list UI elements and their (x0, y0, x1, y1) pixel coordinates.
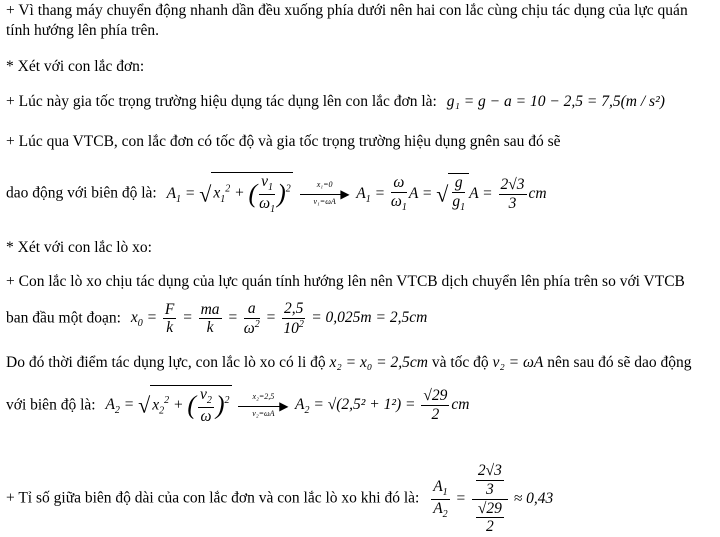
line-spring-state: Do đó thời điểm tác dụng lực, con lắc lò xo có li độ x₂ = x₀ = 2,5cm và tốc độ v₂ = ωA nên sau đó sẽ dao động (6, 354, 692, 371)
equation-amplitude-spring: $A_2$ = √ $x_2^2$ + ( $\frac{v_2}{\omega}$ )$^2$ x₂=2,5 ▶ v₂=ωA $A_2 = √(2,5^2 + 1^2)$ = $\frac{√29}{2}$ cm (105, 386, 470, 425)
paragraph-spring-inertia: + Con lắc lò xo chịu tác dụng của lực quán tính hướng lên nên VTCB dịch chuyển lên phía trên so với VTCB (6, 273, 685, 290)
equation-displacement: $x_0$ = $\frac{F}{k}$ = $\frac{ma}{k}$ = $\frac{a}{\omega^2}$ = $\frac{2,5}{10^2}$ = 0,025m = 2,5cm (130, 300, 428, 337)
implies-arrow-2: x₂=2,5 ▶ v₂=ωA (238, 398, 288, 414)
equation-v2: v₂ = ωA (492, 354, 544, 371)
line-amplitude-spring: với biên độ là: $A_2$ = √ $x_2^2$ + ( $\frac{v_2}{\omega}$ )$^2$ x₂=2,5 ▶ v₂=ωA $A_2 = √(2,5^2 + 1^2)$ = $\frac{√29}{2}$ cm (6, 386, 470, 425)
line-effective-gravity: + Lúc này gia tốc trọng trường hiệu dụng tác dụng lên con lắc đơn là: g₁ = g − a = 10 − 2,5 = 7,5(m / s²) (6, 93, 665, 110)
equation-x2: x₂ = x₀ = 2,5cm (329, 354, 428, 371)
equation-amplitude-pendulum: $A_1$ = √ $x_1^2$ + ( $\frac{v_1}{\omega_1}$ )$^2$ x₁=0 ▶ v₁=ωA $A_1$ = $\frac{\omega}{\omega_1}$ A = √ $\frac{g}{g_1}$ A = $\frac{2√3}{3}$ cm (166, 173, 547, 215)
line-displacement: ban đầu một đoạn: $x_0$ = $\frac{F}{k}$ = $\frac{ma}{k}$ = $\frac{a}{\omega^2}$ = $\frac{2,5}{10^2}$ = 0,025m = 2,5cm (6, 300, 428, 337)
heading-spring-pendulum: * Xét với con lắc lò xo: (6, 239, 152, 256)
line-amplitude-pendulum: dao động với biên độ là: $A_1$ = √ $x_1^2$ + ( $\frac{v_1}{\omega_1}$ )$^2$ x₁=0 ▶ v₁=ωA $A_1$ = $\frac{\omega}{\omega_1}$ A = √ $\frac{g}{g_1}$ A = $\frac{2√3}{3}$ cm (6, 173, 547, 215)
equation-amplitude-ratio: $\frac{A_1}{A_2}$ = $\frac{\frac{2√3}{3}}{\frac{√29}{2}}$ ≈ 0,43 (433, 462, 554, 536)
implies-arrow-1: x₁=0 ▶ v₁=ωA (300, 186, 350, 202)
heading-simple-pendulum: * Xét với con lắc đơn: (6, 58, 145, 75)
paragraph-elevator-cont: tính hướng lên phía trên. (6, 22, 160, 39)
equation-effective-gravity: g₁ = g − a = 10 − 2,5 = 7,5(m / s²) (446, 93, 665, 110)
paragraph-elevator: + Vì thang máy chuyển động nhanh dần đều xuống phía dưới nên hai con lắc cùng chịu tác dụng của lực quán (6, 2, 688, 19)
line-amplitude-ratio: + Tỉ số giữa biên độ dài của con lắc đơn và con lắc lò xo khi đó là: $\frac{A_1}{A_2}$ = $\frac{\frac{2√3}{3}}{\frac{√29}{2}}$ ≈ 0,43 (6, 462, 554, 536)
paragraph-vtcb: + Lúc qua VTCB, con lắc đơn có tốc độ và gia tốc trọng trường hiệu dụng gnên sau đó sẽ (6, 133, 561, 150)
